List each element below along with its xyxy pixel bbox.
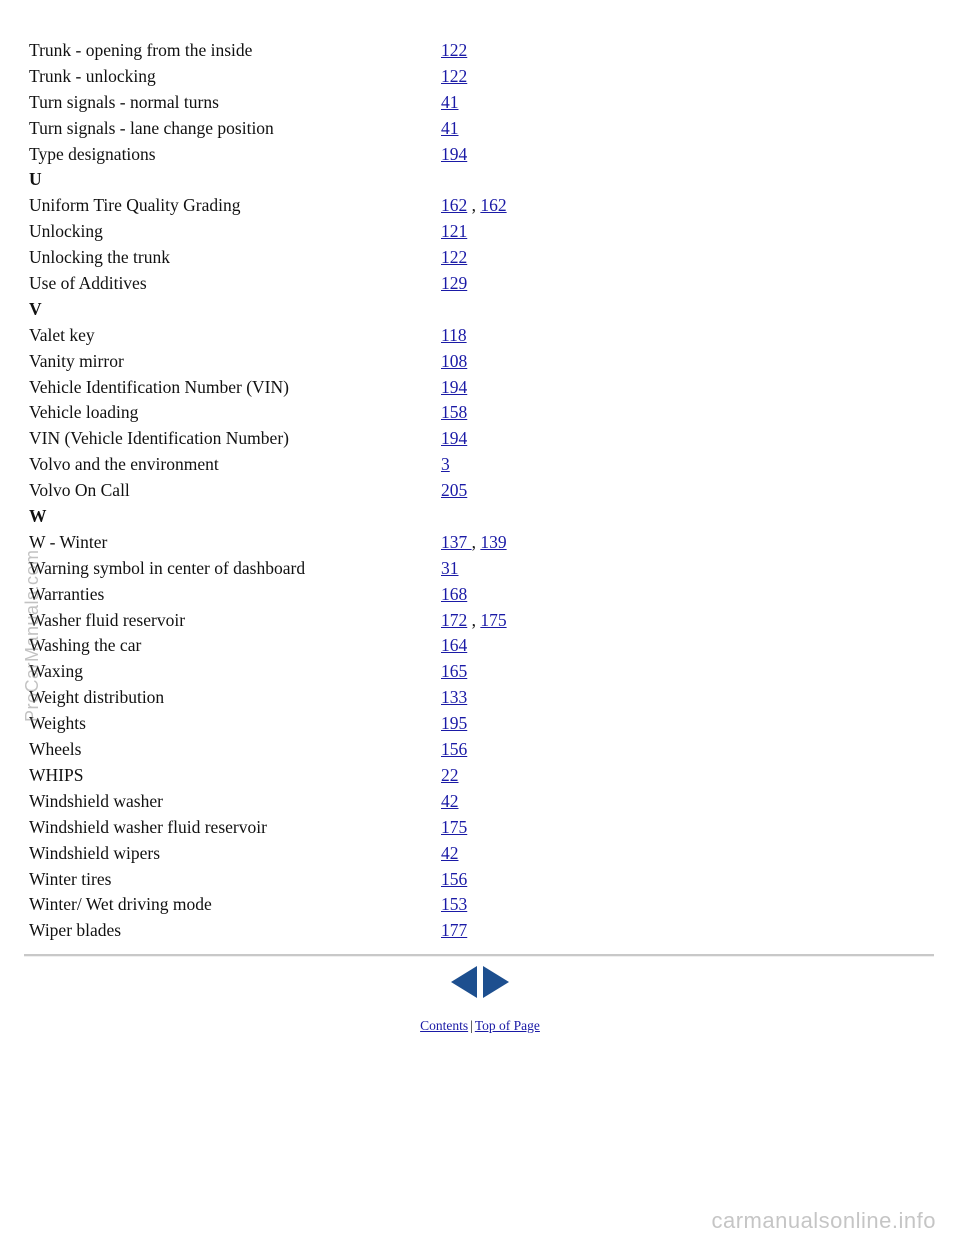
page-link[interactable]: 108 [441, 350, 468, 371]
index-entry [29, 323, 649, 349]
page-link[interactable]: 42 [441, 790, 459, 811]
page-references [441, 763, 459, 789]
index-term: Unlocking [29, 221, 103, 242]
index-term: Weights [29, 713, 86, 734]
page-references [441, 452, 450, 478]
page-references [441, 478, 467, 504]
page-link[interactable]: 153 [441, 894, 468, 915]
index-entry [29, 556, 649, 582]
index-term: Warranties [29, 583, 105, 604]
index-entry [29, 400, 649, 426]
page-references [441, 633, 467, 659]
page-references [441, 892, 467, 918]
watermark-procarmanuals [22, 512, 42, 722]
page-references [441, 323, 467, 349]
page-link[interactable]: 162 [441, 195, 468, 216]
index-term: Unlocking the trunk [29, 247, 170, 268]
letter-heading-text: W [29, 506, 47, 527]
page-link[interactable]: 41 [441, 91, 459, 112]
page-link[interactable]: 195 [441, 713, 468, 734]
page-references [441, 659, 467, 685]
index-list [29, 38, 649, 944]
page-link[interactable]: 133 [441, 687, 468, 708]
page-references [441, 815, 467, 841]
page-link[interactable]: 42 [441, 842, 459, 863]
page-link[interactable]: 175 [441, 816, 468, 837]
page-link[interactable]: 156 [441, 868, 468, 889]
page-references [441, 38, 467, 64]
page-references [441, 737, 467, 763]
page-references [441, 400, 467, 426]
index-entry [29, 737, 649, 763]
index-entry [29, 142, 649, 168]
horizontal-rule [24, 954, 934, 957]
index-term: Volvo and the environment [29, 454, 219, 475]
index-entry [29, 711, 649, 737]
index-term: VIN (Vehicle Identification Number) [29, 428, 289, 449]
index-letter-heading [29, 504, 649, 530]
index-entry [29, 789, 649, 815]
page-references [441, 219, 467, 245]
page-link[interactable]: 194 [441, 428, 468, 449]
index-entry [29, 245, 649, 271]
index-term: Valet key [29, 324, 95, 345]
index-term: Vehicle Identification Number (VIN) [29, 376, 289, 397]
page-link[interactable]: 118 [441, 324, 467, 345]
page-references [441, 556, 459, 582]
next-page-icon[interactable] [483, 966, 509, 998]
index-entry [29, 38, 649, 64]
page-link[interactable]: 177 [441, 920, 468, 941]
index-term: Turn signals - normal turns [29, 91, 219, 112]
page-references [441, 530, 507, 556]
index-term: Windshield wipers [29, 842, 161, 863]
page-link[interactable]: 164 [441, 635, 468, 656]
page-link[interactable]: 122 [441, 65, 468, 86]
index-entry [29, 841, 649, 867]
page-link[interactable]: 194 [441, 143, 468, 164]
index-entry [29, 452, 649, 478]
index-term: Windshield washer [29, 790, 163, 811]
index-entry [29, 349, 649, 375]
index-entry [29, 582, 649, 608]
page-references [441, 918, 467, 944]
index-term: Type designations [29, 143, 156, 164]
index-entry [29, 608, 649, 634]
page-link[interactable]: 129 [441, 273, 468, 294]
index-term: Washer fluid reservoir [29, 609, 186, 630]
index-term: Volvo On Call [29, 480, 130, 501]
index-entry [29, 64, 649, 90]
index-term: Washing the car [29, 635, 142, 656]
page-link[interactable]: 175 [480, 609, 507, 630]
index-term: W - Winter [29, 531, 108, 552]
page-references [441, 685, 467, 711]
page-link[interactable]: 156 [441, 739, 468, 760]
page-references [441, 142, 467, 168]
index-entry [29, 815, 649, 841]
page-link[interactable]: 162 [480, 195, 507, 216]
index-entry [29, 426, 649, 452]
index-term: Vanity mirror [29, 350, 124, 371]
index-entry [29, 219, 649, 245]
index-entry [29, 918, 649, 944]
index-term: Winter/ Wet driving mode [29, 894, 212, 915]
index-letter-heading [29, 167, 649, 193]
page-references [441, 867, 467, 893]
page-link[interactable]: 121 [441, 221, 468, 242]
index-entry [29, 271, 649, 297]
page-separator: , [471, 531, 476, 552]
index-entry [29, 116, 649, 142]
page-link[interactable]: 205 [441, 480, 468, 501]
page-link[interactable]: 172 [441, 609, 468, 630]
page-link[interactable]: 137 [441, 531, 472, 552]
nav-arrows-svg [449, 965, 511, 999]
page-link[interactable]: 22 [441, 764, 459, 785]
page-link[interactable]: 41 [441, 117, 459, 138]
watermark-procarmanuals-text: ProCarManuals.com [22, 549, 42, 722]
page-references [441, 271, 467, 297]
index-entry [29, 892, 649, 918]
page-references [441, 64, 467, 90]
letter-heading-text: U [29, 169, 42, 190]
index-term: Trunk - opening from the inside [29, 40, 253, 60]
index-entry [29, 867, 649, 893]
page-references [441, 90, 459, 116]
top-of-page-link[interactable]: Top of Page [474, 1018, 540, 1033]
index-term: Windshield washer fluid reservoir [29, 816, 267, 837]
letter-heading-text: V [29, 298, 42, 319]
page-link[interactable]: 158 [441, 402, 468, 423]
page-link[interactable]: 165 [441, 661, 468, 682]
index-term: Wiper blades [29, 920, 122, 941]
footer-links [0, 1016, 960, 1036]
index-entry [29, 685, 649, 711]
page-references [441, 245, 467, 271]
page-separator: , [471, 609, 476, 630]
page-references [441, 582, 467, 608]
index-entry [29, 659, 649, 685]
index-entry [29, 193, 649, 219]
footer-separator: | [470, 1018, 473, 1033]
page-link[interactable]: 139 [480, 531, 507, 552]
page-navigation [449, 965, 511, 999]
page-link[interactable]: 3 [441, 454, 450, 475]
page-link[interactable]: 122 [441, 40, 468, 60]
index-entry [29, 90, 649, 116]
index-term: Use of Additives [29, 273, 147, 294]
page-link[interactable]: 122 [441, 247, 468, 268]
page-link[interactable]: 168 [441, 583, 468, 604]
page-references [441, 841, 459, 867]
page-references [441, 426, 467, 452]
page-references [441, 193, 507, 219]
page-references [441, 375, 467, 401]
index-term: Waxing [29, 661, 83, 682]
index-letter-heading [29, 297, 649, 323]
page-references [441, 349, 467, 375]
index-entry [29, 763, 649, 789]
index-entry [29, 375, 649, 401]
page-references [441, 608, 507, 634]
contents-link[interactable]: Contents [420, 1018, 469, 1033]
index-term: Weight distribution [29, 687, 165, 708]
index-term: Winter tires [29, 868, 112, 889]
page-link[interactable]: 194 [441, 376, 468, 397]
page-references [441, 116, 459, 142]
index-term: Trunk - unlocking [29, 65, 156, 86]
index-term: WHIPS [29, 764, 84, 785]
page-references [441, 789, 459, 815]
index-term: Warning symbol in center of dashboard [29, 557, 306, 578]
page-link[interactable]: 31 [441, 557, 459, 578]
page-separator: , [471, 195, 476, 216]
index-term: Vehicle loading [29, 402, 139, 423]
page-references [441, 711, 467, 737]
watermark-carmanualsonline: carmanualsonline.info [711, 1208, 936, 1233]
index-term: Uniform Tire Quality Grading [29, 195, 241, 216]
index-entry [29, 633, 649, 659]
index-entry [29, 478, 649, 504]
index-term: Wheels [29, 739, 82, 760]
index-entry [29, 530, 649, 556]
previous-page-icon[interactable] [451, 966, 477, 998]
index-term: Turn signals - lane change position [29, 117, 274, 138]
